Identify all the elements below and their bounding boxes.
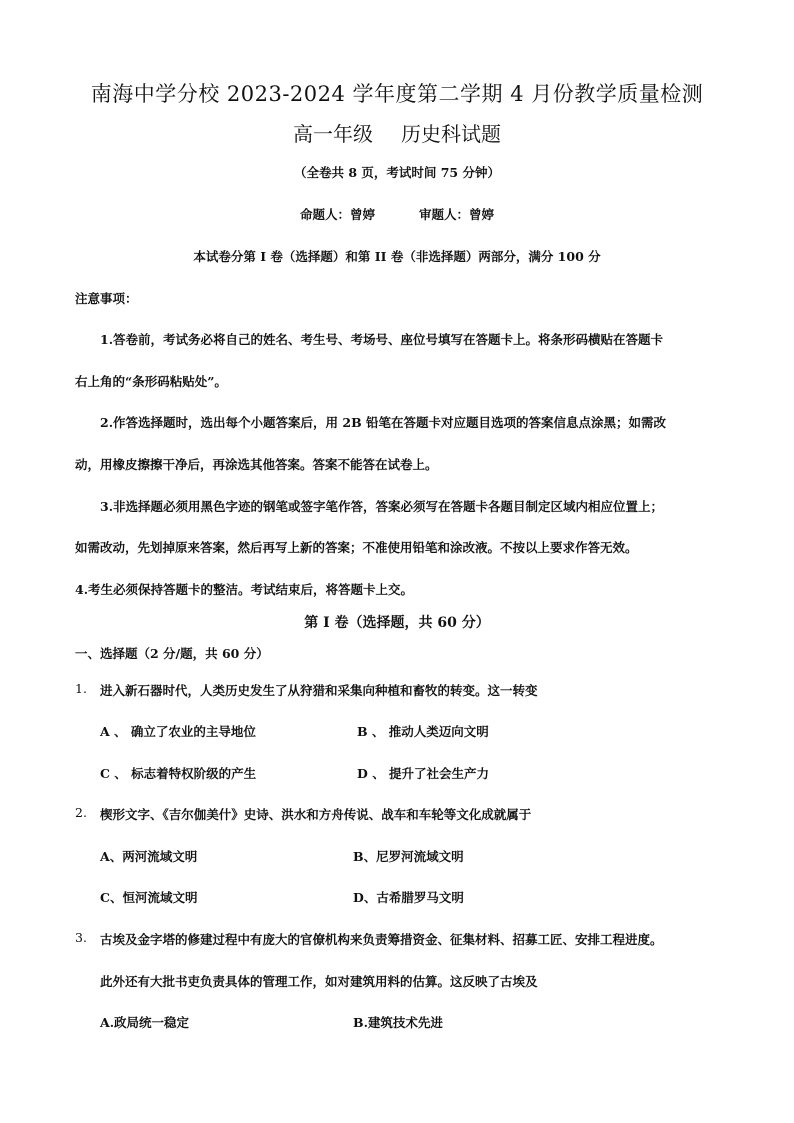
question-2-option-b: B、尼罗河流域文明 xyxy=(353,849,464,864)
reviewer-label: 审题人：曾婷 xyxy=(419,207,495,222)
notes-heading: 注意事项： xyxy=(75,291,138,306)
question-1-option-b: B 、 推动人类迈向文明 xyxy=(357,724,489,739)
question-2-stem: 楔形文字、《吉尔伽美什》史诗、洪水和方舟传说、战车和车轮等文化成就属于 xyxy=(100,807,532,822)
exam-subtitle xyxy=(0,118,794,147)
question-2-number: 2. xyxy=(75,805,87,820)
question-1-option-a: A 、 确立了农业的主导地位 xyxy=(100,724,256,739)
section-1-title: 第 I 卷（选择题，共 60 分） xyxy=(304,615,490,631)
authors-line xyxy=(0,205,794,223)
part-1-heading: 一、选择题（2 分/题，共 60 分） xyxy=(75,646,269,661)
question-3-stem-line-2: 此外还有大批书吏负责具体的管理工作，如对建筑用料的估算。这反映了古埃及 xyxy=(100,974,538,989)
subject-label: 历史科试题 xyxy=(401,122,501,146)
question-2-option-c: C、恒河流域文明 xyxy=(100,890,198,905)
author-label: 命题人：曾婷 xyxy=(299,207,375,222)
question-2-option-a: A、两河流域文明 xyxy=(100,849,198,864)
exam-title: 南海中学分校 2023-2024 学年度第二学期 4 月份教学质量检测 xyxy=(90,82,704,106)
question-3-option-a: A.政局统一稳定 xyxy=(100,1015,190,1030)
note-item-2-line-2: 动，用橡皮擦擦干净后，再涂选其他答案。答案不能答在试卷上。 xyxy=(75,457,438,472)
note-item-2-line-1: 2.作答选择题时，选出每个小题答案后，用 2B 铅笔在答题卡对应题目选项的答案信息点涂黑；如需改 xyxy=(100,415,667,430)
question-3-number: 3. xyxy=(75,930,87,945)
question-1-option-c: C 、 标志着特权阶级的产生 xyxy=(100,766,257,781)
question-1-option-d: D 、 提升了社会生产力 xyxy=(357,766,490,781)
question-1-number: 1. xyxy=(75,681,87,696)
note-item-3-line-2: 如需改动，先划掉原来答案，然后再写上新的答案；不准使用铅笔和涂改液。不按以上要求作答无效。 xyxy=(75,540,638,555)
note-item-1-line-1: 1.答卷前，考试务必将自己的姓名、考生号、考场号、座位号填写在答题卡上。将条形码横贴在答题卡 xyxy=(100,332,664,347)
question-2-option-d: D、古希腊罗马文明 xyxy=(353,890,464,905)
question-1-stem: 进入新石器时代，人类历史发生了从狩猎和采集向种植和畜牧的转变。这一转变 xyxy=(100,683,538,698)
grade-label: 高一年级 xyxy=(293,122,373,146)
question-3-stem: 古埃及金字塔的修建过程中有庞大的官僚机构来负责筹措资金、征集材料、招募工匠、安排工程进度。 xyxy=(100,932,663,947)
paper-structure: 本试卷分第 I 卷（选择题）和第 II 卷（非选择题）两部分，满分 100 分 xyxy=(193,249,601,264)
note-item-3-line-1: 3.非选择题必须用黑色字迹的钢笔或签字笔作答，答案必须写在答题卡各题目制定区域内相应位置上； xyxy=(100,499,664,514)
exam-info: （全卷共 8 页，考试时间 75 分钟） xyxy=(293,165,500,180)
question-3-option-b: B.建筑技术先进 xyxy=(353,1015,443,1030)
note-item-4: 4.考生必须保持答题卡的整洁。考试结束后，将答题卡上交。 xyxy=(75,582,414,597)
note-item-1-line-2: 右上角的“条形码粘贴处”。 xyxy=(75,374,227,389)
